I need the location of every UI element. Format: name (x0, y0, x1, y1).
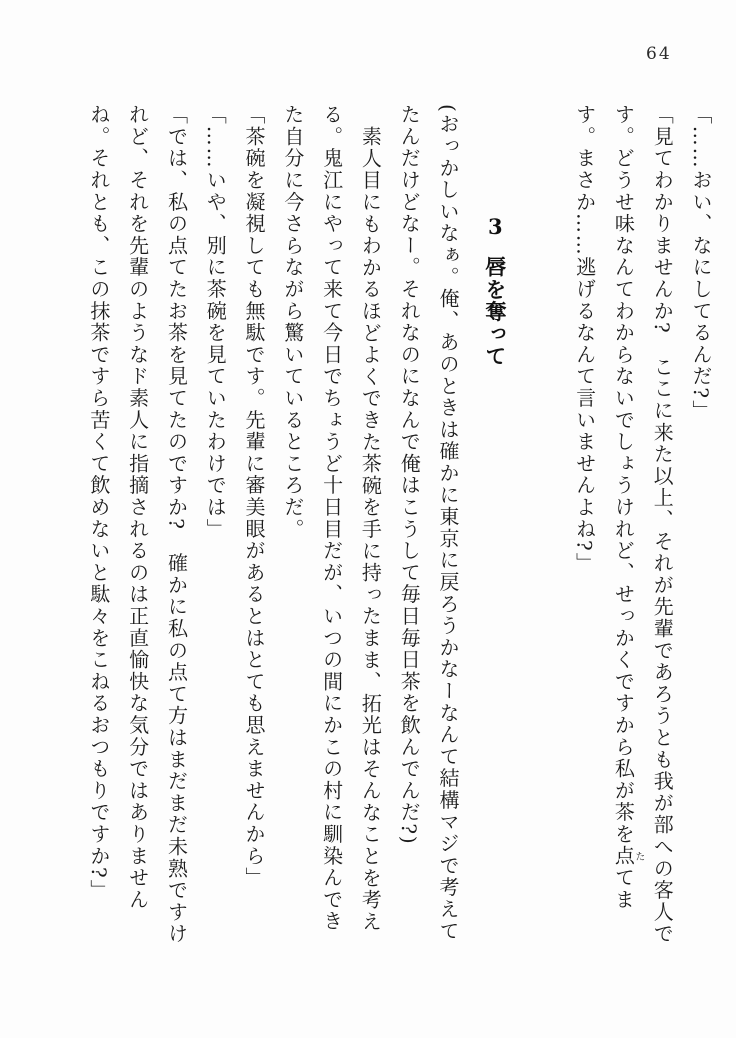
dialogue-line-2 (565, 104, 681, 946)
dialogue-line-4: 「……いや、別に茶碗を見ていたわけでは」 (203, 104, 228, 540)
chapter-number: 3 (482, 214, 508, 241)
dialogue-line-2-pre: 「見てわかりませんか? ここに来た以上、それが先輩であろうとも我が部への客人です。どうせ味なんてわからないでしょうけれど、せっかくですから私が茶を (611, 104, 675, 945)
dialogue-line-3: 「茶碗を凝視しても無駄です。先輩に審美眼があるとはとても思えませんから」 (242, 104, 267, 889)
vertical-text-block (79, 104, 720, 946)
dialogue-line-2-post: てます。まさか……逃げるなんて言いませんよね?」 (572, 104, 636, 911)
dialogue-line-1: 「……おい、なにしてるんだ?」 (689, 104, 713, 422)
narration-line: 素人目にもわかるほどよくできた茶碗を手に持ったまま、拓光はそんなことを考える。鬼江にやって来て今日でちょうど十日目だが、いつの間にかこの村に馴染んできた自分に今さらながら驚いているところだ。 (280, 104, 383, 933)
furigana-base: 点 (611, 845, 636, 868)
furigana-ruby (611, 845, 644, 868)
chapter-heading (475, 104, 514, 946)
furigana-reading: た (632, 845, 644, 868)
dialogue-line-5: 「では、私の点てたお茶を見てたのですか? 確かに私の点て方はまだまだ未熟ですけれど、それを先輩のようなド素人に指摘されるのは正直愉快な気分ではありませんね。それとも、この抹茶ですら苦くて飲めないと駄々をこねるおつもりですか?」 (86, 104, 189, 945)
page-number: 64 (646, 44, 672, 64)
chapter-title: 唇を奪って (482, 256, 508, 368)
inner-monologue-line: (おっかしいなぁ。俺、あのときは確かに東京に戻ろうかなーなんて結構マジで考えてたんだけどなー。それなのになんで俺はこうして毎日毎日茶を飲んでんだ?) (397, 104, 461, 943)
